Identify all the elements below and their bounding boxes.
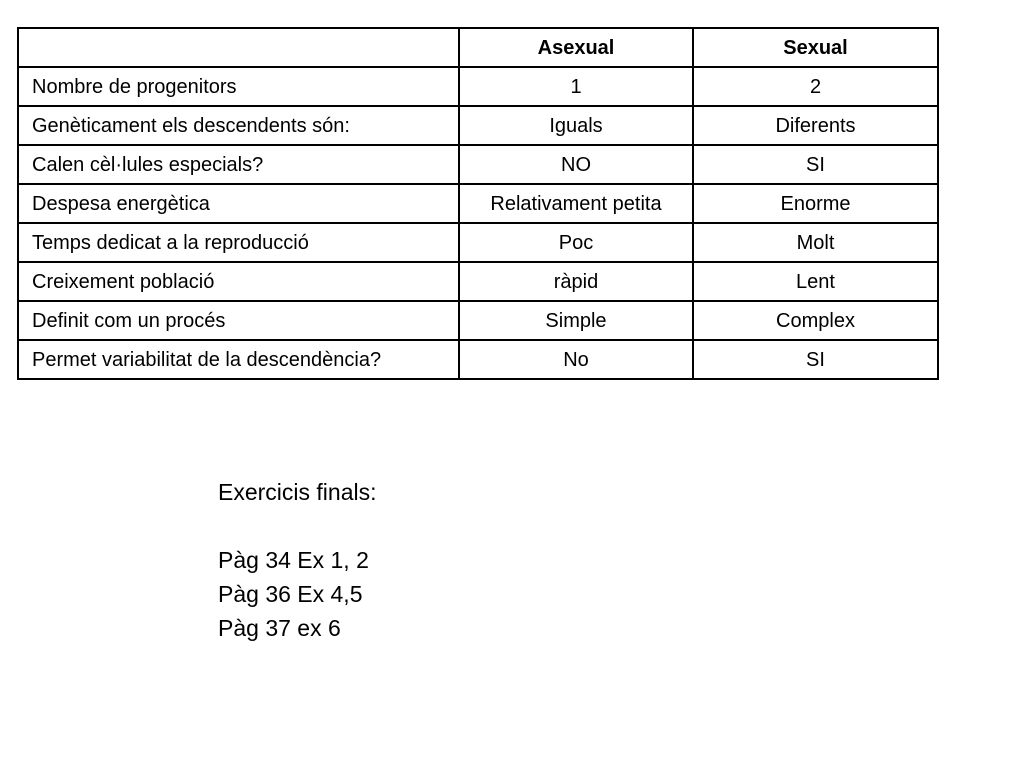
- asexual-value: Poc: [459, 223, 693, 262]
- table-row: [18, 262, 938, 301]
- header-sexual: Sexual: [693, 28, 938, 67]
- sexual-value: Diferents: [693, 106, 938, 145]
- table-row: [18, 184, 938, 223]
- exercise-item: Pàg 37 ex 6: [218, 615, 341, 641]
- asexual-value: Iguals: [459, 106, 693, 145]
- row-label: Temps dedicat a la reproducció: [18, 223, 459, 262]
- asexual-value: 1: [459, 67, 693, 106]
- row-label: Calen cèl·lules especials?: [18, 145, 459, 184]
- asexual-value: No: [459, 340, 693, 379]
- table-row: [18, 223, 938, 262]
- table-header-row: [18, 28, 938, 67]
- exercises-block: [218, 475, 376, 645]
- header-asexual: Asexual: [459, 28, 693, 67]
- row-label: Definit com un procés: [18, 301, 459, 340]
- sexual-value: Enorme: [693, 184, 938, 223]
- sexual-value: SI: [693, 145, 938, 184]
- table-row: [18, 106, 938, 145]
- table-row: [18, 145, 938, 184]
- row-label: Nombre de progenitors: [18, 67, 459, 106]
- row-label: Creixement població: [18, 262, 459, 301]
- table-row: [18, 301, 938, 340]
- sexual-value: SI: [693, 340, 938, 379]
- table-row: [18, 67, 938, 106]
- sexual-value: Lent: [693, 262, 938, 301]
- sexual-value: Molt: [693, 223, 938, 262]
- sexual-value: Complex: [693, 301, 938, 340]
- sexual-value: 2: [693, 67, 938, 106]
- row-label: Permet variabilitat de la descendència?: [18, 340, 459, 379]
- asexual-value: NO: [459, 145, 693, 184]
- asexual-value: ràpid: [459, 262, 693, 301]
- header-blank: [18, 28, 459, 67]
- asexual-value: Simple: [459, 301, 693, 340]
- row-label: Genèticament els descendents són:: [18, 106, 459, 145]
- row-label: Despesa energètica: [18, 184, 459, 223]
- asexual-value: Relativament petita: [459, 184, 693, 223]
- table-row: [18, 340, 938, 379]
- comparison-table: [17, 27, 939, 380]
- exercises-title: Exercicis finals:: [218, 479, 377, 505]
- exercise-item: Pàg 34 Ex 1, 2: [218, 547, 369, 573]
- exercise-item: Pàg 36 Ex 4,5: [218, 581, 363, 607]
